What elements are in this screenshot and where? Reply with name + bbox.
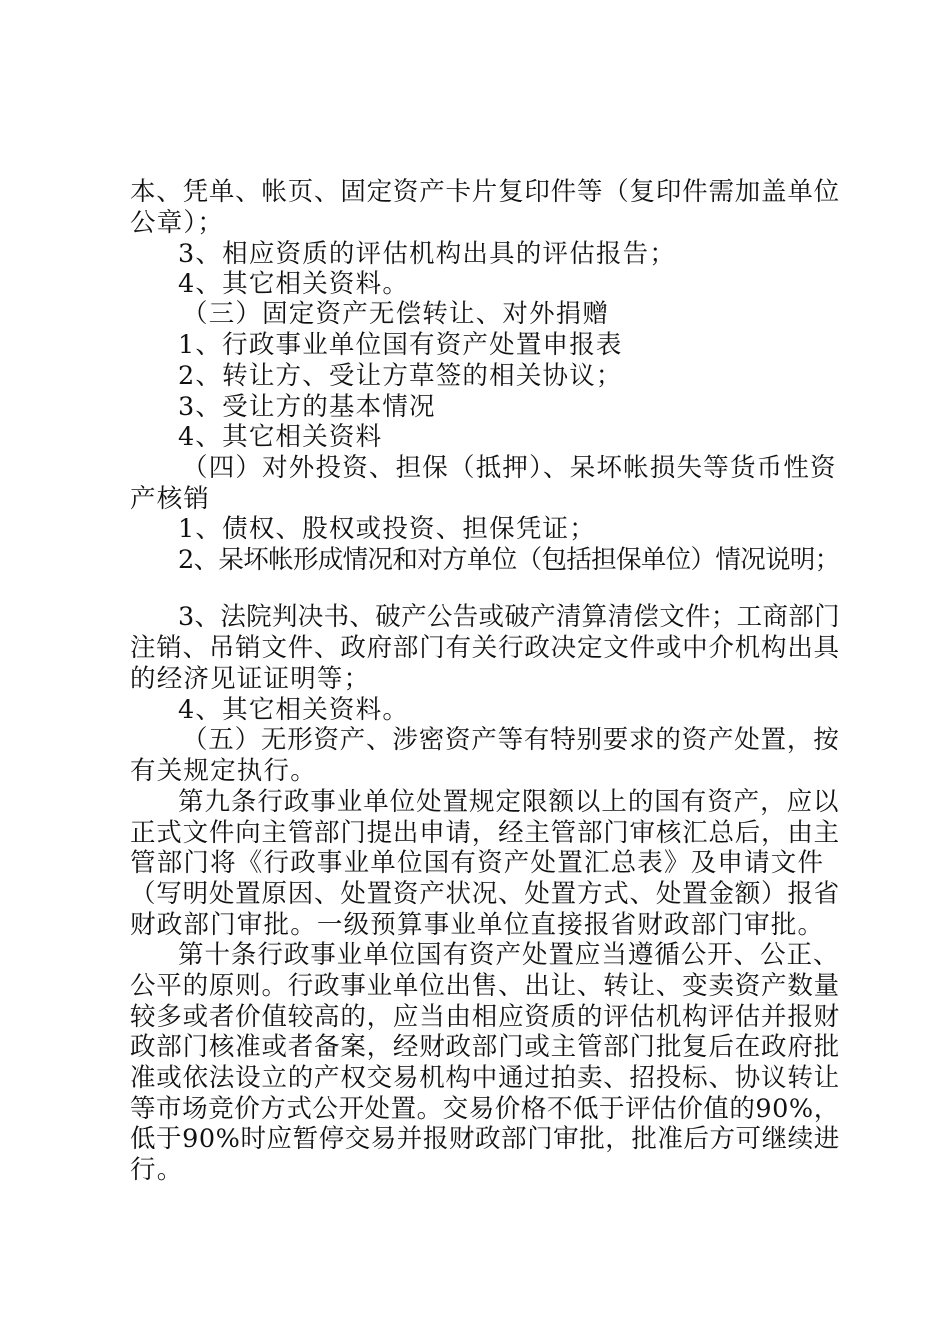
text-line: 本、凭单、帐页、固定资产卡片复印件等（复印件需加盖单位 — [130, 177, 840, 207]
section-heading: （五）无形资产、涉密资产等有特别要求的资产处置，按 — [182, 725, 840, 755]
text-line: 正式文件向主管部门提出申请，经主管部门审核汇总后，由主 — [130, 818, 840, 848]
text-line: 1、行政事业单位国有资产处置申报表 — [178, 330, 623, 360]
section-heading: （四）对外投资、担保（抵押）、呆坏帐损失等货币性资 — [182, 453, 837, 483]
text-line: 公平的原则。行政事业单位出售、出让、转让、变卖资产数量 — [130, 971, 840, 1001]
text-line: 等市场竞价方式公开处置。交易价格不低于评估价值的90%， — [130, 1094, 840, 1124]
text-line: 低于90%时应暂停交易并报财政部门审批，批准后方可继续进 — [130, 1124, 840, 1154]
text-line: 公章）； — [130, 208, 225, 238]
text-line: 注销、吊销文件、政府部门有关行政决定文件或中介机构出具 — [130, 633, 840, 663]
text-line: 3、法院判决书、破产公告或破产清算清偿文件；工商部门 — [178, 602, 840, 632]
text-line: 政部门核准或者备案，经财政部门或主管部门批复后在政府批 — [130, 1032, 840, 1062]
text-line: 的经济见证证明等； — [130, 664, 371, 694]
text-line: 4、其它相关资料。 — [178, 695, 410, 725]
text-line: 4、其它相关资料。 — [178, 269, 410, 299]
text-line: 2、呆坏帐形成情况和对方单位（包括担保单位）情况说明； — [178, 545, 840, 575]
text-line: 3、相应资质的评估机构出具的评估报告； — [178, 239, 677, 269]
text-line: 2、转让方、受让方草签的相关协议； — [178, 361, 623, 391]
text-line: 准或依法设立的产权交易机构中通过拍卖、招投标、协议转让 — [130, 1063, 840, 1093]
text-line: （写明处置原因、处置资产状况、处置方式、处置金额）报省 — [130, 879, 840, 909]
text-line: 较多或者价值较高的，应当由相应资质的评估机构评估并报财 — [130, 1002, 840, 1032]
text-line: 行。 — [130, 1155, 184, 1185]
text-line: 1、债权、股权或投资、担保凭证； — [178, 514, 596, 544]
text-line: 4、其它相关资料 — [178, 422, 383, 452]
text-line: 管部门将《行政事业单位国有资产处置汇总表》及申请文件 — [130, 848, 825, 878]
text-line: 产核销 — [130, 484, 211, 514]
article-heading: 第九条行政事业单位处置规定限额以上的国有资产，应以 — [178, 787, 840, 817]
text-line: 财政部门审批。一级预算事业单位直接报省财政部门审批。 — [130, 910, 825, 940]
article-heading: 第十条行政事业单位国有资产处置应当遵循公开、公正、 — [178, 940, 840, 970]
text-line: 有关规定执行。 — [130, 756, 317, 786]
text-line: 3、受让方的基本情况 — [178, 392, 436, 422]
section-heading: （三）固定资产无偿转让、对外捐赠 — [182, 299, 610, 329]
